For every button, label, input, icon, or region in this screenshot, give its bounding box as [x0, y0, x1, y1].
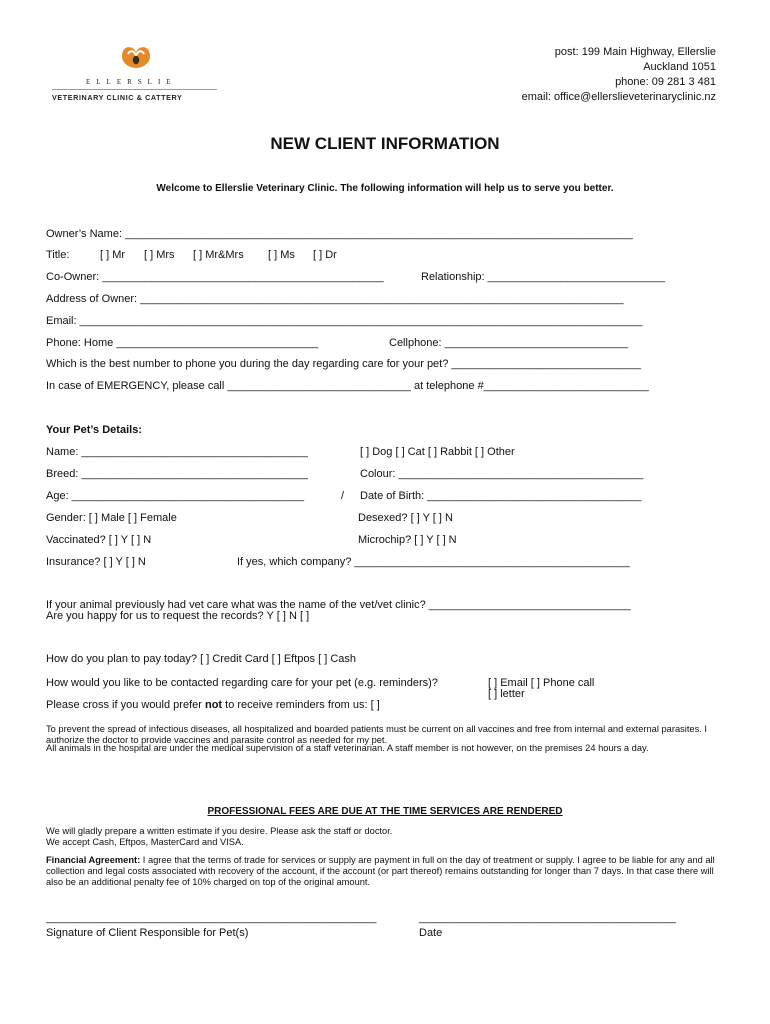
date-line[interactable]: __________________________________________ — [419, 912, 676, 924]
pet-details-heading: Your Pet’s Details: — [46, 424, 142, 436]
welcome-text: Welcome to Ellerslie Veterinary Clinic. The following information will help us to serve you better. — [156, 183, 614, 194]
title-option-ms[interactable]: [ ] Ms — [268, 249, 295, 261]
address-line-2: Auckland 1051 — [643, 61, 716, 73]
paw-logo-icon — [116, 42, 156, 72]
page-title: NEW CLIENT INFORMATION — [270, 134, 500, 153]
signature-line[interactable]: ______________________________________________________ — [46, 912, 377, 924]
owner-name-field[interactable]: Owner’s Name: ___________________________________________________________________________________ — [46, 228, 633, 240]
logo-subtitle: VETERINARY CLINIC & CATTERY — [52, 93, 183, 102]
contact-options-row1[interactable]: [ ] Email [ ] Phone call — [488, 677, 595, 689]
email-field[interactable]: Email: ____________________________________________________________________________________________ — [46, 315, 643, 327]
signature-label: Signature of Client Responsible for Pet(s) — [46, 927, 249, 939]
estimate-text: We will gladly prepare a written estimate if you desire. Please ask the staff or doctor. — [46, 826, 393, 836]
pet-insurance-options[interactable]: Insurance? [ ] Y [ ] N — [46, 556, 146, 568]
contact-options-row2[interactable]: [ ] letter — [488, 688, 525, 700]
reminders-text-bold: not — [204, 699, 223, 711]
insurance-company-field[interactable]: If yes, which company? _____________________________________________ — [237, 556, 630, 568]
address-line-3: phone: 09 281 3 481 — [615, 76, 716, 88]
title-option-mrmrs[interactable]: [ ] Mr&Mrs — [193, 249, 244, 261]
accepted-payments-text: We accept Cash, Eftpos, MasterCard and VISA. — [46, 837, 244, 847]
best-number-field[interactable]: Which is the best number to phone you during the day regarding care for your pet? _______________________________ — [46, 358, 642, 370]
financial-agreement-label: Financial Agreement: — [46, 855, 141, 865]
previous-vet-field[interactable]: If your animal previously had vet care what was the name of the vet/vet clinic? _________________________________ — [46, 599, 631, 611]
financial-agreement — [46, 855, 722, 888]
contact-preference-question: How would you like to be contacted regarding care for your pet (e.g. reminders)? — [46, 677, 438, 689]
pet-dob-field[interactable]: Date of Birth: ___________________________________ — [360, 490, 642, 502]
coowner-field[interactable]: Co-Owner: ______________________________________________ — [46, 271, 384, 283]
title-option-mr[interactable]: [ ] Mr — [100, 249, 126, 261]
reminders-optout[interactable] — [46, 699, 380, 711]
address-line-1: post: 199 Main Highway, Ellerslie — [554, 46, 716, 58]
clinic-logo — [52, 42, 222, 104]
date-label: Date — [419, 927, 443, 939]
pet-colour-field[interactable]: Colour: ________________________________________ — [360, 468, 644, 480]
pet-breed-field[interactable]: Breed: _____________________________________ — [46, 468, 308, 480]
age-dob-separator: / — [341, 490, 345, 502]
reminders-text-pre: Please cross if you would prefer — [46, 699, 205, 711]
title-option-dr[interactable]: [ ] Dr — [313, 249, 337, 261]
pet-microchip-options[interactable]: Microchip? [ ] Y [ ] N — [358, 534, 457, 546]
home-phone-field[interactable]: Phone: Home _________________________________ — [46, 337, 319, 349]
fees-heading: PROFESSIONAL FEES ARE DUE AT THE TIME SERVICES ARE RENDERED — [207, 806, 563, 817]
relationship-field[interactable]: Relationship: _____________________________ — [421, 271, 666, 283]
pet-species-options[interactable]: [ ] Dog [ ] Cat [ ] Rabbit [ ] Other — [360, 446, 515, 458]
payment-method-options[interactable]: How do you plan to pay today? [ ] Credit Card [ ] Eftpos [ ] Cash — [46, 653, 356, 665]
supervision-notice: All animals in the hospital are under the medical supervision of a staff veterinarian. A staff member is not however, on the premises 24 hours a day. — [46, 743, 649, 753]
title-label: Title: — [46, 249, 70, 261]
pet-age-field[interactable]: Age: ______________________________________ — [46, 490, 305, 502]
pet-desexed-options[interactable]: Desexed? [ ] Y [ ] N — [358, 512, 453, 524]
financial-agreement-text: I agree that the terms of trade for services or supply are payment in full on the day of treatment or supply. I agree to be liable for any and all collection and legal costs associated with recovery of the account, if the account (or part thereof) remains outstanding for longer than 7 days. In that case there will also be an additional penalty fee of 10% charged on top of the original amount. — [46, 855, 715, 887]
clinic-address — [522, 45, 716, 105]
cellphone-field[interactable]: Cellphone: ______________________________ — [389, 337, 629, 349]
pet-vaccinated-options[interactable]: Vaccinated? [ ] Y [ ] N — [46, 534, 152, 546]
reminders-text-post: to receive reminders from us: [ ] — [222, 699, 380, 711]
title-option-mrs[interactable]: [ ] Mrs — [144, 249, 175, 261]
request-records-options[interactable]: Are you happy for us to request the records? Y [ ] N [ ] — [46, 610, 310, 622]
infection-notice: To prevent the spread of infectious diseases, all hospitalized and boarded patients must be current on all vaccines and free from internal and external parasites. I authorize the doctor to provide vaccines and parasite control as needed for my pet. — [46, 724, 707, 745]
address-line-4: email: office@ellerslieveterinaryclinic.nz — [521, 91, 716, 103]
owner-address-field[interactable]: Address of Owner: _______________________________________________________________________________ — [46, 293, 624, 305]
logo-name: ELLERSLIE — [86, 78, 177, 86]
logo-rule — [52, 89, 217, 90]
pet-name-field[interactable]: Name: _____________________________________ — [46, 446, 308, 458]
pet-gender-options[interactable]: Gender: [ ] Male [ ] Female — [46, 512, 177, 524]
emergency-contact-field[interactable]: In case of EMERGENCY, please call ______________________________ at telephone #___________________________ — [46, 380, 649, 392]
